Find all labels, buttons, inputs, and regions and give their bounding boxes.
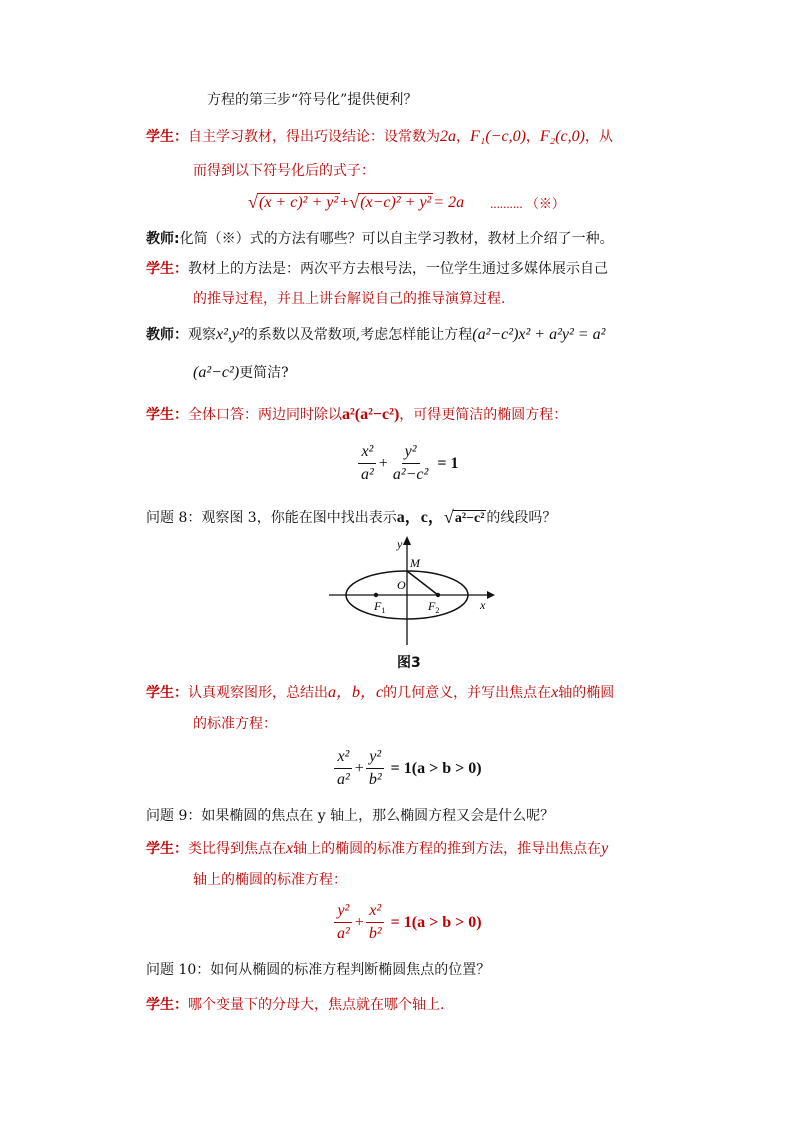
math: a，c， bbox=[396, 509, 444, 526]
text: 化简（※）式的方法有哪些？可以自主学习教材，教材上介绍了一种。 bbox=[179, 231, 614, 247]
y-arrow-icon bbox=[403, 536, 411, 545]
math: F₁(−c,0) bbox=[470, 128, 526, 145]
math: F₂(c,0) bbox=[539, 128, 585, 145]
role-label: 教师: bbox=[146, 231, 180, 247]
equation-tag: .......... （※） bbox=[490, 196, 565, 211]
rhs: = 1 bbox=[437, 454, 459, 472]
text: 轴上的椭圆的标准方程： bbox=[193, 872, 347, 888]
numerator: y² bbox=[366, 748, 384, 769]
fraction bbox=[366, 902, 385, 943]
student-line bbox=[146, 839, 608, 859]
question-10 bbox=[146, 960, 490, 980]
text: 方程的第三步“符号化”提供便利？ bbox=[207, 92, 418, 108]
fraction bbox=[358, 443, 377, 484]
text: 而得到以下符号化后的式子： bbox=[193, 163, 375, 179]
origin-label: O bbox=[397, 578, 406, 592]
text: 的标准方程： bbox=[193, 716, 277, 732]
role-label: 学生： bbox=[146, 997, 188, 1013]
focus-F2 bbox=[436, 593, 440, 597]
equation-standard-y: $\frac{\text{y²}}{\text{a²}}$ + $\frac{\text{x²}}{\text{b²}}$ = 1(a > b > 0) bbox=[332, 902, 482, 943]
fraction bbox=[334, 902, 353, 943]
text: 问题 8：观察图 3，你能在图中找出表示 bbox=[146, 510, 397, 526]
sqrt: √ a²−c² bbox=[443, 507, 485, 527]
text: 自主学习教材，得出巧设结论：设常数为 bbox=[188, 129, 440, 145]
denominator: a² bbox=[361, 466, 374, 483]
numerator: y² bbox=[334, 902, 352, 923]
text: ，从 bbox=[584, 129, 613, 145]
sqrt: √ (x + c)² + y² bbox=[248, 191, 339, 212]
math: x²,y² bbox=[216, 326, 244, 343]
text: 轴的椭圆 bbox=[558, 685, 615, 701]
radicand: (x + c)² + y² bbox=[259, 193, 339, 211]
numerator: x² bbox=[366, 902, 384, 923]
numerator: x² bbox=[334, 748, 352, 769]
math: 2a bbox=[440, 128, 456, 145]
operator: + bbox=[340, 193, 350, 211]
denominator: a² bbox=[337, 771, 350, 788]
teacher-line bbox=[146, 229, 614, 249]
radicand: a²−c² bbox=[454, 511, 485, 526]
student-line bbox=[146, 995, 444, 1015]
question-9 bbox=[146, 806, 554, 826]
question-8 bbox=[146, 508, 556, 529]
math: x bbox=[286, 840, 294, 857]
student-line bbox=[146, 405, 567, 425]
numerator: y² bbox=[402, 443, 420, 464]
equation-ellipse-intermediate: $\frac{\text{x²}}{\text{a²}}$ + $\frac{\text{y²}}{\text{a²−c²}}$ = 1 bbox=[356, 443, 458, 484]
teacher-line-cont bbox=[193, 363, 289, 383]
role-label: 教师： bbox=[146, 327, 188, 343]
text: 的推导过程，并且上讲台解说自己的推导演算过程. bbox=[193, 291, 506, 307]
math: x bbox=[551, 684, 559, 701]
equation-focus-sum bbox=[248, 193, 565, 212]
text: 观察 bbox=[188, 327, 216, 343]
equation-standard-x: $\frac{\text{x²}}{\text{a²}}$ + $\frac{\text{y²}}{\text{b²}}$ = 1(a > b > 0) bbox=[332, 748, 482, 789]
F2-label: $F_2$ bbox=[428, 599, 440, 615]
math: a²(a²−c²) bbox=[342, 406, 400, 423]
y-label: y bbox=[397, 537, 403, 551]
fraction bbox=[366, 748, 385, 789]
numerator: x² bbox=[358, 443, 376, 464]
fraction bbox=[390, 443, 432, 484]
ellipse-figure bbox=[327, 533, 497, 648]
denominator: a²−c² bbox=[392, 466, 429, 483]
denominator: b² bbox=[368, 771, 382, 788]
student-line-cont bbox=[193, 870, 347, 890]
text: ， bbox=[456, 129, 470, 145]
teacher-line bbox=[146, 325, 605, 345]
text: 轴上的椭圆的标准方程的推到方法，推导出焦点在 bbox=[293, 841, 602, 857]
figure-caption: 图3 bbox=[397, 655, 421, 671]
rhs: = 2a bbox=[433, 193, 465, 211]
denominator: a² bbox=[337, 925, 350, 942]
text: 哪个变量下的分母大，焦点就在哪个轴上. bbox=[188, 997, 445, 1013]
focus-F1 bbox=[374, 593, 378, 597]
text: 问题 10：如何从椭圆的标准方程判断椭圆焦点的位置？ bbox=[146, 962, 491, 978]
role-label: 学生： bbox=[146, 841, 188, 857]
math: a，b，c bbox=[328, 684, 384, 701]
text: 的几何意义，并写出焦点在 bbox=[383, 685, 552, 701]
denominator: b² bbox=[368, 925, 382, 942]
text: 问题 9：如果椭圆的焦点在 y 轴上，那么椭圆方程又会是什么呢？ bbox=[146, 808, 555, 824]
text: 教材上的方法是：两次平方去根号法，一位学生通过多媒体展示自己 bbox=[188, 261, 608, 277]
role-label: 学生： bbox=[146, 407, 188, 423]
rhs: = 1(a > b > 0) bbox=[390, 759, 482, 777]
text: 的线段吗？ bbox=[486, 510, 557, 526]
student-line bbox=[146, 127, 613, 147]
rhs: = 1(a > b > 0) bbox=[390, 913, 482, 931]
point-M-label: M bbox=[410, 556, 420, 570]
text: ， bbox=[525, 129, 540, 145]
role-label: 学生： bbox=[146, 261, 188, 277]
math: (a²−c²)x² + a²y² = a² bbox=[472, 326, 606, 343]
student-line bbox=[146, 683, 614, 703]
text: 全体口答：两边同时除以 bbox=[188, 407, 342, 423]
fraction bbox=[334, 748, 353, 789]
student-line bbox=[146, 259, 608, 279]
role-label: 学生： bbox=[146, 685, 188, 701]
student-line-cont bbox=[193, 714, 277, 734]
F1-label: $F_1$ bbox=[374, 599, 386, 615]
sqrt: √ (x−c)² + y² bbox=[349, 191, 432, 212]
text: ，可得更简洁的椭圆方程： bbox=[399, 407, 568, 423]
math: (a²−c²) bbox=[193, 364, 240, 381]
text: 类比得到焦点在 bbox=[188, 841, 286, 857]
x-arrow-icon bbox=[487, 591, 495, 599]
text: 认真观察图形，总结出 bbox=[188, 685, 328, 701]
role-label: 学生： bbox=[146, 129, 188, 145]
student-line-cont bbox=[193, 289, 505, 309]
student-line-cont bbox=[193, 161, 375, 181]
text-line bbox=[207, 90, 417, 110]
math: y bbox=[601, 840, 609, 857]
x-label: x bbox=[480, 598, 486, 612]
text: 更简洁? bbox=[239, 365, 289, 381]
segment-MF2 bbox=[407, 571, 438, 595]
radicand: (x−c)² + y² bbox=[360, 193, 432, 211]
text: 的系数以及常数项,考虑怎样能让方程 bbox=[243, 327, 473, 343]
